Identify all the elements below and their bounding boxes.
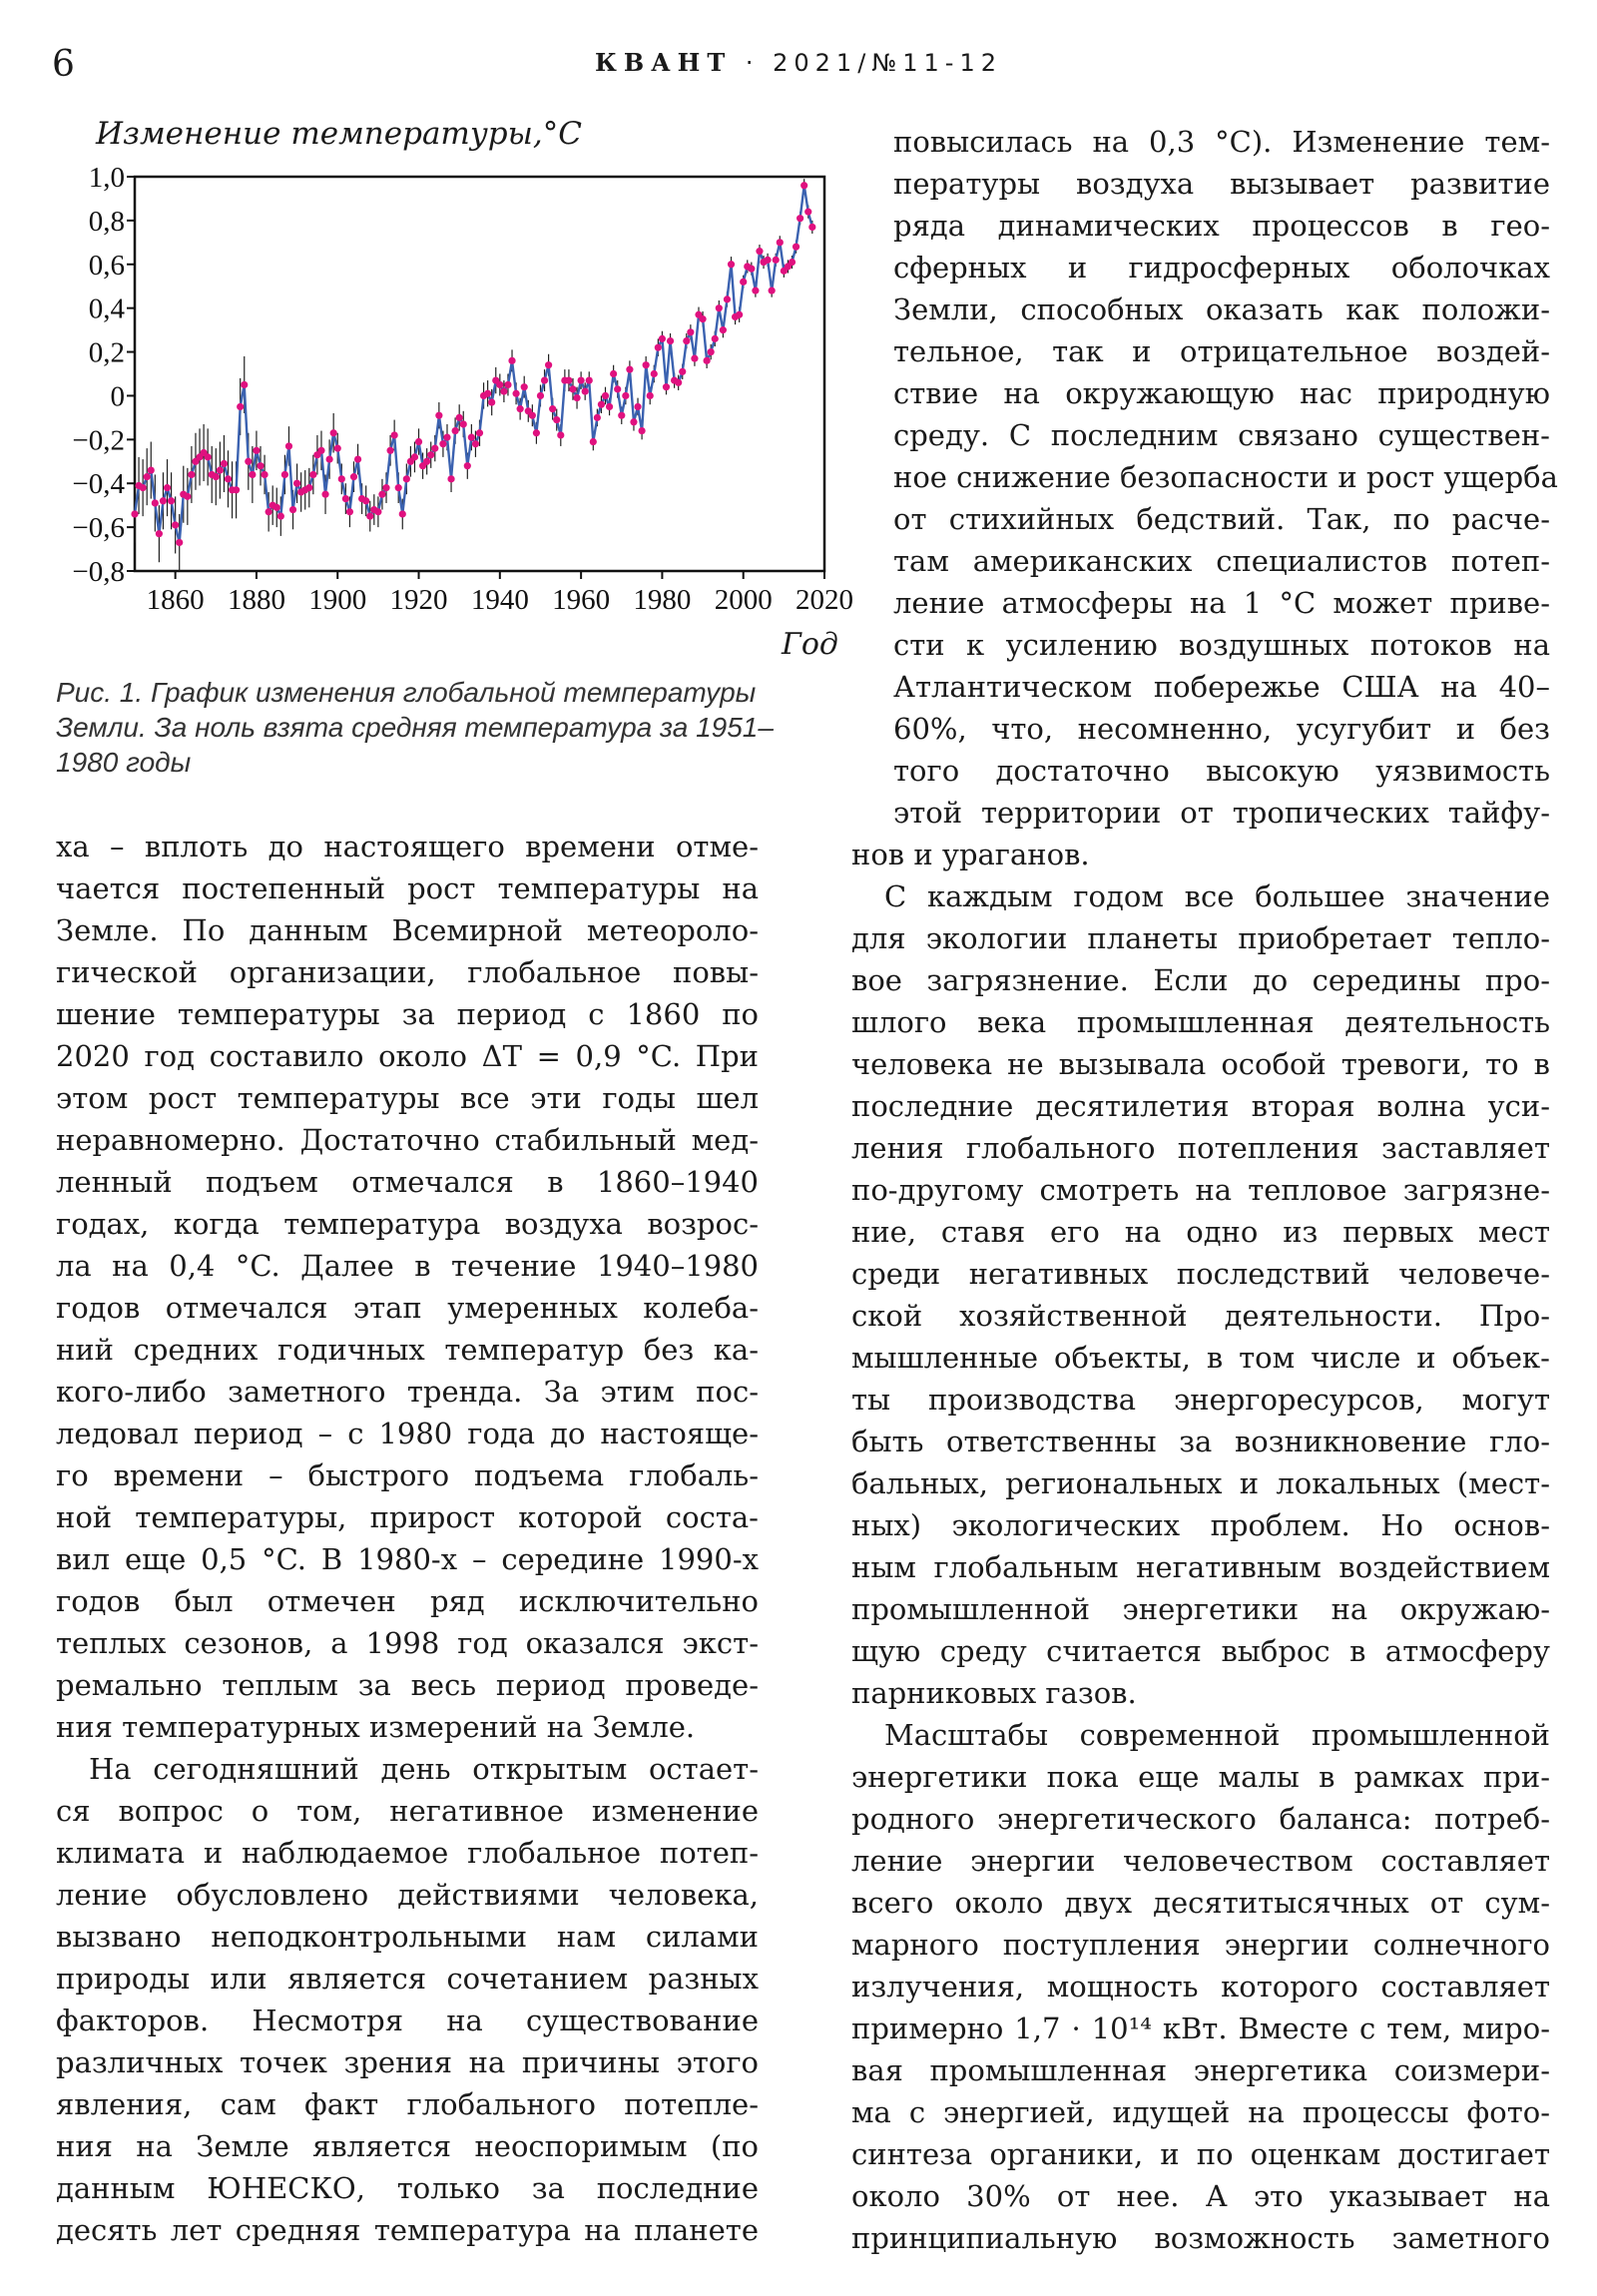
- data-point: [253, 447, 260, 454]
- text-line: ным глобальным негативным воздействием: [851, 1550, 1550, 1584]
- text-line: факторов. Несмотря на существование: [56, 2004, 759, 2037]
- y-tick-label: 0: [110, 380, 125, 413]
- paragraph: [851, 875, 1550, 1714]
- data-point: [610, 370, 617, 377]
- text-line: среду. С последним связано существен-: [893, 418, 1550, 452]
- issue-number: · 2021/№11-12: [745, 49, 1002, 77]
- data-point: [374, 508, 381, 515]
- text-line: природы или является сочетанием разных: [56, 1962, 759, 1996]
- data-point: [598, 401, 605, 408]
- text-line: различных точек зрения на причины этого: [56, 2045, 759, 2079]
- text-line: ное снижение безопасности и рост ущерба: [893, 460, 1558, 494]
- text-line: годах, когда температура воздуха возрос-: [56, 1207, 759, 1241]
- text-line: го времени – быстрого подъема глобаль-: [56, 1458, 759, 1492]
- text-line: нов и ураганов.: [851, 838, 1090, 871]
- data-point: [800, 182, 807, 189]
- text-line: около 30% от нее. А это указывает на: [851, 2179, 1550, 2213]
- data-point: [399, 510, 406, 517]
- data-point: [156, 530, 163, 537]
- x-tick-label: 1880: [227, 584, 285, 616]
- data-point: [578, 376, 585, 383]
- data-point: [439, 440, 446, 447]
- data-point: [321, 491, 328, 498]
- text-line: Земли, способных оказать как положи-: [893, 292, 1550, 326]
- text-line: чается постепенный рост температуры на: [56, 871, 759, 905]
- text-line: ной температуры, прирост которой соста-: [56, 1500, 759, 1534]
- data-point: [317, 447, 324, 454]
- data-point: [663, 383, 670, 390]
- text-line: ление атмосферы на 1 °C может приве-: [893, 586, 1550, 620]
- chart-y-axis-title: Изменение температуры,°C: [96, 116, 582, 152]
- data-point: [590, 438, 597, 445]
- data-point: [512, 390, 519, 397]
- data-point: [277, 513, 284, 520]
- text-line: годов был отмечен ряд исключительно: [56, 1584, 759, 1618]
- data-point: [708, 348, 715, 355]
- text-line: На сегодняшний день открытым остает-: [89, 1752, 759, 1786]
- data-point: [289, 506, 296, 513]
- data-point: [382, 484, 389, 491]
- data-point: [804, 209, 811, 216]
- data-point: [350, 473, 357, 480]
- data-point: [309, 471, 316, 478]
- text-line: родного энергетического баланса: потреб-: [851, 1802, 1550, 1836]
- data-point: [257, 462, 264, 469]
- figure-caption: [56, 675, 844, 780]
- data-point: [533, 429, 540, 436]
- text-line: ты производства энергоресурсов, могут: [851, 1383, 1550, 1417]
- data-point: [221, 460, 228, 467]
- data-point: [582, 387, 589, 394]
- y-tick-label: −0,8: [72, 556, 125, 588]
- data-point: [326, 455, 333, 462]
- data-point: [569, 385, 576, 392]
- data-point: [472, 440, 479, 447]
- text-line: этой территории от тропических тайфу-: [893, 796, 1550, 830]
- data-point: [435, 412, 442, 419]
- data-point: [683, 337, 690, 344]
- text-line: промышленной энергетики на окружаю-: [851, 1592, 1550, 1626]
- data-point: [573, 394, 580, 401]
- data-point: [724, 295, 731, 302]
- text-line: тельное, так и отрицательное воздей-: [893, 334, 1550, 368]
- data-point: [740, 279, 747, 286]
- data-point: [622, 392, 629, 399]
- data-point: [285, 442, 292, 449]
- text-line: ния на Земле является неоспоримым (по: [56, 2129, 759, 2163]
- data-point: [217, 466, 224, 473]
- data-point: [704, 357, 711, 364]
- data-point: [411, 453, 418, 460]
- text-line: ний средних годичных температур без ка-: [56, 1333, 759, 1367]
- data-point: [184, 493, 191, 500]
- text-line: вызвано неподконтрольными нам силами: [56, 1920, 759, 1954]
- data-point: [464, 462, 471, 469]
- data-point: [443, 434, 450, 441]
- text-line: всего около двух десятитысячных от сум-: [851, 1886, 1550, 1920]
- data-point: [338, 475, 345, 482]
- data-point: [557, 431, 564, 438]
- text-line: вое загрязнение. Если до середины про-: [851, 963, 1550, 997]
- data-point: [720, 326, 727, 333]
- x-tick-label: 1960: [552, 584, 611, 616]
- data-point: [152, 499, 159, 506]
- data-point: [667, 337, 674, 344]
- data-point: [504, 381, 511, 388]
- data-point: [541, 376, 548, 383]
- data-point: [549, 405, 556, 412]
- paragraph: [56, 826, 759, 1748]
- data-point: [606, 403, 613, 410]
- data-point: [797, 215, 803, 222]
- data-point: [176, 539, 183, 546]
- data-point: [789, 259, 796, 266]
- data-point: [630, 418, 637, 425]
- text-line: 60%, что, несомненно, усугубит и без: [893, 712, 1550, 746]
- data-point: [728, 261, 735, 268]
- data-point: [362, 497, 369, 504]
- data-point: [808, 224, 815, 231]
- data-point: [386, 447, 393, 454]
- y-tick-label: 0,4: [88, 292, 125, 325]
- data-point: [769, 287, 776, 294]
- data-point: [691, 355, 698, 362]
- text-line: климата и наблюдаемое глобальное потеп-: [56, 1836, 759, 1870]
- data-point: [773, 257, 780, 264]
- text-line: вил еще 0,5 °C. В 1980-х – середине 1990-х: [56, 1542, 759, 1576]
- data-point: [245, 458, 252, 465]
- x-tick-label: 1980: [633, 584, 692, 616]
- data-point: [366, 513, 373, 520]
- data-point: [647, 392, 654, 399]
- text-line: ния температурных измерений на Земле.: [56, 1710, 696, 1744]
- text-line: ремально теплым за весь период проведе-: [56, 1668, 759, 1702]
- data-point: [391, 431, 398, 438]
- text-line: этом рост температуры все эти годы шел: [56, 1081, 759, 1115]
- data-point: [537, 392, 544, 399]
- text-line: повысилась на 0,3 °C). Изменение тем-: [893, 125, 1550, 159]
- y-tick-label: 0,6: [88, 249, 125, 282]
- data-point: [131, 510, 138, 517]
- text-line: Масштабы современной промышленной: [884, 1718, 1550, 1752]
- data-point: [586, 376, 593, 383]
- data-point: [452, 427, 459, 434]
- journal-name: КВАНТ: [595, 48, 733, 77]
- data-point: [233, 486, 240, 493]
- text-line: Земле. По данным Всемирной метеороло-: [56, 913, 759, 947]
- text-line: бальных, региональных и локальных (мест-: [851, 1466, 1550, 1500]
- text-line: быть ответственны за возникновение гло-: [851, 1425, 1550, 1458]
- text-line: неравномерно. Достаточно стабильный мед-: [56, 1123, 759, 1157]
- data-point: [517, 405, 524, 412]
- data-point: [261, 471, 267, 478]
- data-point: [354, 455, 361, 462]
- data-point: [330, 429, 337, 436]
- data-point: [793, 244, 799, 251]
- data-point: [144, 473, 151, 480]
- data-point: [545, 361, 552, 368]
- data-point: [716, 304, 723, 311]
- data-point: [736, 311, 743, 318]
- data-point: [293, 480, 300, 487]
- y-tick-label: −0,6: [72, 512, 125, 545]
- chart-x-axis-title: Год: [782, 627, 838, 662]
- data-point: [687, 328, 694, 335]
- text-line: энергетики пока еще малы в рамках при-: [851, 1760, 1550, 1794]
- text-line: теплых сезонов, а 1998 год оказался экст-: [56, 1626, 759, 1660]
- x-tick-label: 1900: [308, 584, 367, 616]
- data-point: [508, 357, 515, 364]
- text-line: С каждым годом все большее значение: [884, 879, 1550, 913]
- text-line: шение температуры за период с 1860 по: [56, 997, 759, 1031]
- data-point: [281, 471, 288, 478]
- text-line: последние десятилетия вторая волна уси-: [851, 1089, 1550, 1123]
- y-tick-label: 0,2: [88, 336, 125, 369]
- data-point: [140, 484, 147, 491]
- data-point: [188, 471, 195, 478]
- text-line: гической организации, глобальное повы-: [56, 955, 759, 989]
- x-tick-label: 2020: [796, 584, 853, 616]
- text-line: примерно 1,7 · 10¹⁴ кВт. Вместе с тем, миро-: [851, 2011, 1550, 2045]
- text-line: сти к усилению воздушных потоков на: [893, 628, 1550, 662]
- data-point: [602, 392, 609, 399]
- data-point: [659, 335, 666, 342]
- temperature-chart: [0, 0, 898, 679]
- data-point: [496, 381, 503, 388]
- text-line: ряда динамических процессов в гео-: [893, 209, 1550, 243]
- data-point: [618, 412, 625, 419]
- data-point: [456, 414, 463, 421]
- text-line: ление энергии человечеством составляет: [851, 1844, 1550, 1878]
- data-point: [241, 381, 248, 388]
- data-point: [712, 335, 719, 342]
- text-line: для экологии планеты приобретает тепло-: [851, 921, 1550, 955]
- data-point: [594, 414, 601, 421]
- left-text-column: [56, 826, 759, 2251]
- paragraph: [56, 1748, 759, 2251]
- paragraph: [851, 121, 1558, 875]
- data-point: [346, 508, 353, 515]
- text-line: ма с энергией, идущей на процессы фото-: [851, 2095, 1550, 2129]
- text-line: шлого века промышленная деятельность: [851, 1005, 1550, 1039]
- text-line: вая промышленная энергетика соизмери-: [851, 2053, 1550, 2087]
- data-point: [626, 366, 633, 373]
- data-point: [614, 385, 621, 392]
- text-line: по-другому смотреть на тепловое загрязне-: [851, 1173, 1550, 1207]
- text-line: кого-либо заметного тренда. За этим пос-: [56, 1375, 759, 1409]
- text-line: парниковых газов.: [851, 1676, 1137, 1710]
- text-line: марного поступления энергии солнечного: [851, 1928, 1550, 1962]
- text-line: ствие на окружающую нас природную: [893, 376, 1550, 410]
- text-line: того достаточно высокую уязвимость: [893, 754, 1550, 788]
- text-line: щую среду считается выброс в атмосферу: [851, 1634, 1550, 1668]
- x-tick-label: 2000: [714, 584, 773, 616]
- text-line: ла на 0,4 °C. Далее в течение 1940–1980: [56, 1249, 759, 1283]
- data-point: [655, 344, 662, 351]
- text-line: данным ЮНЕСКО, только за последние: [56, 2171, 759, 2205]
- text-line: сферных и гидросферных оболочках: [893, 251, 1550, 285]
- page-number: 6: [52, 44, 75, 85]
- data-point: [403, 475, 410, 482]
- data-point: [638, 427, 645, 434]
- data-point: [634, 403, 641, 410]
- right-text-column: [851, 121, 1558, 2259]
- text-line: ние, ставя его на одно из первых мест: [851, 1215, 1550, 1249]
- caption-line: Рис. 1. График изменения глобальной температуры: [56, 677, 757, 708]
- data-point: [378, 491, 385, 498]
- data-point: [305, 484, 312, 491]
- data-point: [748, 266, 755, 273]
- x-tick-label: 1940: [470, 584, 529, 616]
- text-line: пературы воздуха вызывает развитие: [893, 167, 1550, 201]
- data-point: [423, 458, 430, 465]
- data-point: [756, 248, 763, 255]
- text-line: человека не вызывала особой тревоги, то в: [851, 1047, 1550, 1081]
- data-point: [447, 475, 454, 482]
- text-line: ление обусловлено действиями человека,: [56, 1878, 759, 1912]
- text-line: 2020 год составило около ΔT = 0,9 °C. При: [56, 1039, 759, 1073]
- data-point: [752, 287, 759, 294]
- data-point: [679, 368, 686, 375]
- data-point: [172, 521, 179, 528]
- data-point: [273, 504, 280, 511]
- data-point: [777, 239, 784, 246]
- data-point: [468, 434, 475, 441]
- y-tick-label: 1,0: [88, 162, 125, 194]
- data-point: [395, 484, 402, 491]
- data-point: [342, 495, 349, 502]
- data-point: [675, 379, 682, 386]
- text-line: там американских специалистов потеп-: [893, 544, 1550, 578]
- data-point: [431, 445, 438, 452]
- data-point: [148, 466, 155, 473]
- text-line: среди негативных последствий человече-: [851, 1257, 1550, 1291]
- data-point: [643, 361, 650, 368]
- data-point: [460, 420, 467, 427]
- data-point: [553, 416, 560, 423]
- text-line: ления глобального потепления заставляет: [851, 1131, 1550, 1165]
- data-point: [521, 383, 528, 390]
- text-line: ленный подъем отмечался в 1860–1940: [56, 1165, 759, 1199]
- data-point: [334, 445, 341, 452]
- text-line: ных) экологических проблем. Но основ-: [851, 1508, 1550, 1542]
- plot-frame: [135, 177, 824, 571]
- text-line: годов отмечался этап умеренных колеба-: [56, 1291, 759, 1325]
- data-point: [213, 473, 220, 480]
- data-point: [160, 497, 167, 504]
- text-line: синтеза органики, и по оценкам достигает: [851, 2137, 1550, 2171]
- caption-line: Земли. За ноль взята средняя температура за 1951–: [56, 712, 774, 743]
- data-point: [205, 453, 212, 460]
- data-point: [500, 387, 507, 394]
- data-point: [476, 429, 483, 436]
- data-point: [565, 376, 572, 383]
- data-point: [415, 438, 422, 445]
- paragraph: [851, 1714, 1550, 2259]
- data-point: [764, 257, 771, 264]
- x-tick-label: 1860: [146, 584, 205, 616]
- data-point: [529, 412, 536, 419]
- text-line: десять лет средняя температура на планете: [56, 2213, 759, 2247]
- text-line: ской хозяйственной деятельности. Про-: [851, 1299, 1550, 1333]
- y-tick-label: 0,8: [88, 205, 125, 238]
- data-point: [427, 451, 434, 458]
- text-line: Атлантическом побережье США на 40–: [893, 670, 1550, 704]
- y-tick-label: −0,2: [72, 424, 125, 457]
- y-tick-label: −0,4: [72, 468, 125, 501]
- data-point: [651, 370, 658, 377]
- data-point: [249, 471, 256, 478]
- data-point: [225, 475, 232, 482]
- data-point: [237, 403, 244, 410]
- caption-line: 1980 годы: [56, 747, 192, 778]
- data-point: [164, 484, 171, 491]
- text-line: ся вопрос о том, негативное изменение: [56, 1794, 759, 1828]
- data-point: [488, 398, 495, 405]
- data-point: [168, 497, 175, 504]
- x-tick-label: 1920: [389, 584, 448, 616]
- text-line: от стихийных бедствий. Так, по расче-: [893, 502, 1550, 536]
- text-line: ха – вплоть до настоящего времени отме-: [56, 830, 759, 863]
- text-line: явления, сам факт глобального потепле-: [56, 2087, 759, 2121]
- data-point: [699, 315, 706, 322]
- data-point: [484, 390, 491, 397]
- text-line: излучения, мощность которого составляет: [851, 1970, 1550, 2004]
- data-point: [266, 508, 272, 515]
- text-line: мышленные объекты, в том числе и объек-: [851, 1341, 1550, 1375]
- text-line: принципиальную возможность заметного: [851, 2221, 1550, 2255]
- text-line: ледовал период – с 1980 года до настояще-: [56, 1417, 759, 1450]
